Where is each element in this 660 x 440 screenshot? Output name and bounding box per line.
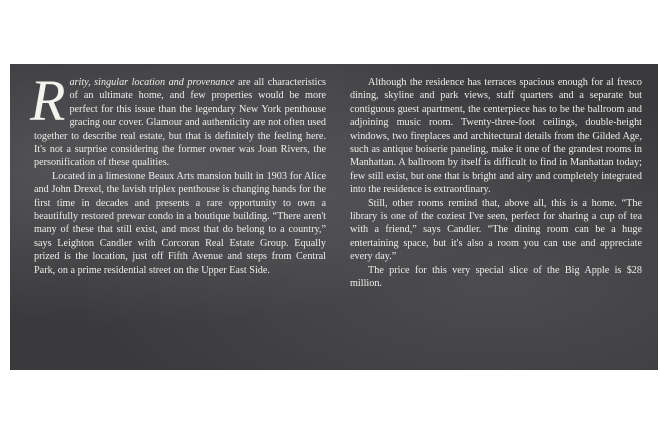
paragraph-price: The price for this very special slice of the Big Apple is $28 million. <box>350 264 642 290</box>
intro-text: are all characteristics of an ultimate home, and few properties would be more perfect for this issue than the legendary New York penthouse gracing our cover. Glamour and authenticity are not often used together to describe real estate, but that is definitely the feeling here. It's not a surprise considering the former owner was Joan Rivers, the personification of these qualities. <box>34 77 326 169</box>
article-panel <box>10 64 658 370</box>
paragraph-home: Still, other rooms remind that, above all, this is a home. “The library is one of the coziest I've seen, perfect for sharing a cup of tea with a friend,” says Candler. “The dining room can be a huge entertaining space, but it's also a room you can use and appreciate every day.” <box>350 197 642 263</box>
right-column <box>350 76 642 291</box>
drop-cap: R <box>30 68 66 133</box>
paragraph-intro <box>30 68 326 170</box>
paragraph-ballroom: Although the residence has terraces spacious enough for al fresco dining, skyline and park views, staff quarters and a separate but contiguous guest apartment, the centerpiece has to be the ballroom and adjoining music room. Twenty-three-foot ceilings, double-height windows, two fireplaces and architectural details from the Gilded Age, such as antique boiserie paneling, make it one of the grandest rooms in Manhattan. A ballroom by itself is difficult to find in Manhattan today; few still exist, but one that is bright and airy and completely integrated into the residence is extraordinary. <box>350 77 642 196</box>
lead-phrase: arity, singular location and provenance <box>69 77 235 88</box>
paragraph-location: Located in a limestone Beaux Arts mansion built in 1903 for Alice and John Drexel, the lavish triplex penthouse is changing hands for the first time in decades and presents a rare opportunity to own a beautifully restored prewar condo in a boutique building. “There aren't many of these that still exist, and most that do belong to a country,” says Leighton Candler with Corcoran Real Estate Group. Equally prized is the location, just off Fifth Avenue and steps from Central Park, on a prime residential street on the Upper East Side. <box>34 170 326 276</box>
left-column <box>30 68 326 277</box>
